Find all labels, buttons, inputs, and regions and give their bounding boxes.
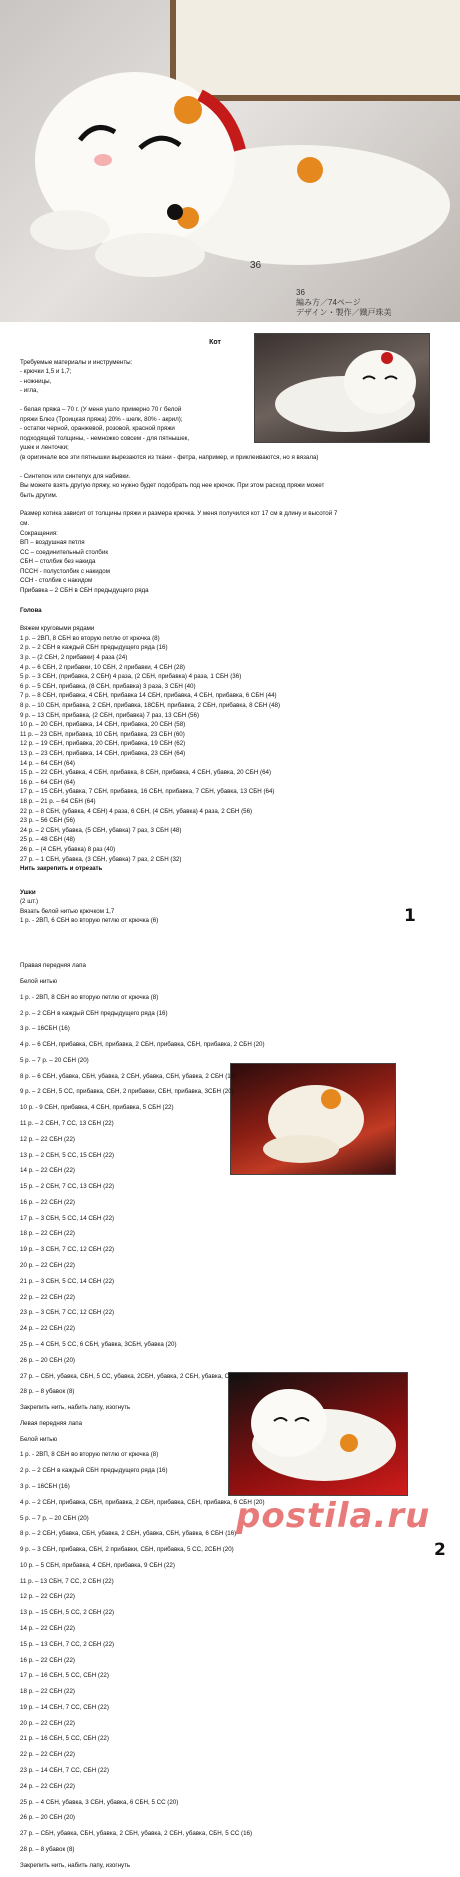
list-item: 2 р. – 2 СБН в каждый СБН предыдущего ряда (16) <box>20 1009 168 1017</box>
list-item: 3 р. – 16СБН (16) <box>20 1482 70 1490</box>
page-marker-1: 1 <box>404 906 416 926</box>
pattern-page-2: Правая передняя лапа Белой нитью 1 р. - 2ВП, 8 СБН во вторую петлю от крючка (8) 2 р. – 2 СБН в каждый СБН предыдущего ряда (16) 3 р. – 16СБН (16) 4 р. – 6 СБН, прибавка, СБН, прибавка, 2 СБН, прибавка, СБН, прибавка, 2 СБН (20) 5 р. – 7 р. – 20 СБН (20) 8 р. – 6 СБН, убавка, СБН, убавка, 2 СБН, убавка, СБН, убавка, 2 СБН (16) 9 р. – 2 СБН, 5 СС, прибавка, СБН, 2 прибавки, СБН, прибавка, 3СБН (20) 10 р. - 9 СБН, прибавка, 4 СБН, прибавка, 5 СБН (22) 11 р. – 2 СБН, 7 СС, 13 СБН (22) 12 р. – 22 СБН (22) 13 р. – 2 СБН, 5 СС, 15 СБН (22) 14 р. – 22 СБН (22) 15 р. – 2 СБН, 7 СС, 13 СБН (22) 16 р. – 22 СБН (22) 17 р. – 3 СБН, 5 СС, 14 СБН (22) 18 р. – 22 СБН (22) 19 р. – 3 СБН, 7 СС, 12 СБН (22) 20 р. – 22 СБН (22) 21 р. – 3 СБН, 5 СС, 14 СБН (22) 22 р. – 22 СБН (22) 23 р. – 3 СБН, 7 СС, 12 СБН (22) 24 р. – 22 СБН (22) 25 р. – 4 СБН, 5 СС, 6 СБН, убавка, 3СБН, убавка (20) 26 р. – 20 СБН (20) 27 р. – СБН, убавка, СБН, 5 СС, убавка, 2СБН, убавка, 2 СБН, убавка, СБН (16) 28 р. – 8 убавок (8) Закрепить нить, набить лапу, изогнуть Левая передняя лапа Белой нитью 1 р. - 2ВП, 8 СБН во вторую петлю от крючка (8) 2 р. – 2 СБН в каждый СБН предыдущего ряда (16) 3 р. – 16СБН (16) 4 р. – 2 СБН, прибавка, СБН, прибавка, 2 СБН, прибавка, СБН, прибавка, 6 СБН (20) 5 р. – 7 р. – 20 СБН (20) 8 р. – 2 СБН, убавка, СБН, убавка, 2 СБН, убавка, СБН, убавка, 6 СБН (16) 9 р. – 3 СБН, прибавка, СБН, 2 прибавки, СБН, прибавка, 5 СС, 2СБН (20) 10 р. – 5 СБН, прибавка, 4 СБН, прибавка, 9 СБН (22) 11 р. – 13 СБН, 7 СС, 2 СБН (22) 12 р. – 22 СБН (22) 13 р. – 15 СБН, 5 СС, 2 СБН (22) 14 р. – 22 СБН (22) 15 р. – 13 СБН, 7 СС, 2 СБН (22) 16 р. – 22 СБН (22) 17 р. – 16 СБН, 5 СС, СБН (22) 18 р. – 22 СБН (22) 19 р. – 14 СБН, 7 СС, СБН (22) 20 р. – 22 СБН (22) 21 р. – 16 СБН, 5 СС, СБН (22) 22 р. – 22 СБН (22) 23 р. – 14 СБН, 7 СС, СБН (22) 24 р. – 22 СБН (22) 25 р. – 4 СБН, убавка, 3 СБН, убавка, 6 СБН, 5 СС (20) 26 р. – 20 СБН (20) 27 р. – СБН, убавка, СБН, убавка, 2 СБН, убавка, 2 СБН, убавка, СБН, 5 СС (16) 28 р. – 8 убавок (8) Закрепить нить, набить лапу, изогнуть <box>20 955 430 1877</box>
list-item: 23 р. – 56 СБН (56) <box>20 817 75 825</box>
list-item: 9 р. – 3 СБН, прибавка, СБН, 2 прибавки, СБН, прибавка, 5 СС, 2СБН (20) <box>20 1546 234 1554</box>
list-item: 15 р. – 22 СБН, убавка, 4 СБН, прибавка, 8 СБН, прибавка, 4 СБН, убавка, 20 СБН (64) <box>20 769 272 777</box>
list-item: 22 р. – 22 СБН (22) <box>20 1751 75 1759</box>
list-item: 24 р. – 22 СБН (22) <box>20 1782 75 1790</box>
list-item: 13 р. – 15 СБН, 5 СС, 2 СБН (22) <box>20 1609 115 1617</box>
list-item: 18 р. – 22 СБН (22) <box>20 1688 75 1696</box>
list-item: 9 р. – 2 СБН, 5 СС, прибавка, СБН, 2 прибавки, СБН, прибавка, 3СБН (20) <box>20 1088 234 1096</box>
list-item: 16 р. – 22 СБН (22) <box>20 1656 75 1664</box>
list-item: 25 р. – 4 СБН, убавка, 3 СБН, убавка, 6 СБН, 5 СС (20) <box>20 1798 179 1806</box>
watermark: postila.ru <box>236 1496 431 1536</box>
page-title: Кот <box>209 339 221 346</box>
list-item: Закрепить нить, набить лапу, изогнуть <box>20 1861 131 1869</box>
list-item: 22 р. – 22 СБН (22) <box>20 1293 75 1301</box>
list-item: 10 р. - 9 СБН, прибавка, 4 СБН, прибавка, 5 СБН (22) <box>20 1104 174 1112</box>
materials-block: Требуемые материалы и инструменты: - крючки 1,5 и 1,7; - ножницы, - игла, - белая пряжа – 70 г. (У меня ушло примерно 70 г белой пряжи Блюз (Троицкая пряжа) 20% - шелк, 80% - акрил); - остатки черной, оранжевой, розовой, красной пряжи подходящей толщины, - немножко совсем - для пятнышек, ушек и ленточки; <box>20 358 190 452</box>
list-item: 18 р. – 22 СБН (22) <box>20 1230 75 1238</box>
list-item: 27 р. – СБН, убавка, СБН, 5 СС, убавка, 2СБН, убавка, 2 СБН, убавка, СБН (16) <box>20 1372 251 1380</box>
list-item: 5 р. – 3 СБН, (прибавка, 2 СБН) 4 раза, (2 СБН, прибавка) 4 раза, 1 СБН (36) <box>20 673 242 681</box>
list-item: 24 р. – 2 СБН, убавка, (5 СБН, убавка) 7 раз, 3 СБН (48) <box>20 826 182 834</box>
list-item: 16 р. – 64 СБН (64) <box>20 778 75 786</box>
list-item: 25 р. – 48 СБН (48) <box>20 836 75 844</box>
list-item: 23 р. – 14 СБН, 7 СС, СБН (22) <box>20 1767 109 1775</box>
list-item: 19 р. – 14 СБН, 7 СС, СБН (22) <box>20 1703 109 1711</box>
list-item: 4 р. – 6 СБН, 2 прибавки, 10 СБН, 2 прибавки, 4 СБН (28) <box>20 663 185 671</box>
list-item: 7 р. – 8 СБН, прибавка, 4 СБН, прибавка 14 СБН, прибавка, 4 СБН, прибавка, 6 СБН (44) <box>20 692 277 700</box>
list-item: 12 р. – 22 СБН (22) <box>20 1135 75 1143</box>
list-item: 25 р. – 4 СБН, 5 СС, 6 СБН, убавка, 3СБН, убавка (20) <box>20 1340 177 1348</box>
head-rows <box>20 634 430 874</box>
list-item: 23 р. – 3 СБН, 7 СС, 12 СБН (22) <box>20 1309 115 1317</box>
list-item: 21 р. – 16 СБН, 5 СС, СБН (22) <box>20 1735 109 1743</box>
list-item: 26 р. – 20 СБН (20) <box>20 1356 75 1364</box>
list-item: 15 р. – 13 СБН, 7 СС, 2 СБН (22) <box>20 1640 115 1648</box>
list-item: 14 р. – 64 СБН (64) <box>20 759 75 767</box>
list-item: 10 р. – 5 СБН, прибавка, 4 СБН, прибавка, 9 СБН (22) <box>20 1561 175 1569</box>
list-item: 3 р. – 16СБН (16) <box>20 1025 70 1033</box>
list-item: 13 р. – 2 СБН, 5 СС, 15 СБН (22) <box>20 1151 115 1159</box>
list-item: 1 р. - 2ВП, 8 СБН во вторую петлю от крючка (8) <box>20 993 159 1001</box>
list-item: 27 р. – СБН, убавка, СБН, убавка, 2 СБН, убавка, 2 СБН, убавка, СБН, 5 СС (16) <box>20 1830 253 1838</box>
list-item: 2 р. – 2 СБН в каждый СБН предыдущего ряда (16) <box>20 644 168 652</box>
list-item: 10 р. – 20 СБН, прибавка, 14 СБН, прибавка, 20 СБН (58) <box>20 721 186 729</box>
list-item: 5 р. – 7 р. – 20 СБН (20) <box>20 1514 89 1522</box>
list-item: 14 р. – 22 СБН (22) <box>20 1167 75 1175</box>
cat-illustration <box>0 0 460 322</box>
list-item: 9 р. – 13 СБН, прибавка, (2 СБН, прибавка) 7 раз, 13 СБН (56) <box>20 711 200 719</box>
list-item: 1 р. – 2ВП, 8 СБН во вторую петлю от крючка (8) <box>20 634 160 642</box>
list-item: 4 р. – 6 СБН, прибавка, СБН, прибавка, 2 СБН, прибавка, СБН, прибавка, 2 СБН (20) <box>20 1041 265 1049</box>
photo-caption: 36 編み方／74ページ デザイン・製作／鐡戸珠美 <box>296 288 392 317</box>
right-paw-heading: Правая передняя лапа <box>20 962 86 970</box>
list-item: 11 р. – 2 СБН, 7 СС, 13 СБН (22) <box>20 1120 114 1127</box>
list-item: 20 р. – 22 СБН (22) <box>20 1262 75 1270</box>
list-item: 1 р. - 2ВП, 8 СБН во вторую петлю от крючка (8) <box>20 1451 159 1459</box>
list-item: 17 р. – 3 СБН, 5 СС, 14 СБН (22) <box>20 1214 115 1222</box>
list-item: 11 р. – 23 СБН, прибавка, 10 СБН, прибавка, 23 СБН (60) <box>20 730 185 738</box>
list-item: Закрепить нить, набить лапу, изогнуть <box>20 1404 131 1412</box>
list-item: 17 р. – 16 СБН, 5 СС, СБН (22) <box>20 1672 109 1680</box>
left-paw-heading: Левая передняя лапа <box>20 1419 83 1427</box>
list-item: 16 р. – 22 СБН (22) <box>20 1198 75 1206</box>
list-item: 13 р. – 23 СБН, прибавка, 14 СБН, прибавка, 23 СБН (64) <box>20 749 186 757</box>
list-item: 26 р. – (4 СБН, убавка) 8 раз (40) <box>20 845 116 853</box>
list-item: 28 р. – 8 убавок (8) <box>20 1845 75 1853</box>
list-item: 8 р. – 2 СБН, убавка, СБН, убавка, 2 СБН, убавка, СБН, убавка, 6 СБН (16) <box>20 1530 237 1538</box>
list-item: 12 р. – 22 СБН (22) <box>20 1593 75 1601</box>
list-item: 6 р. – 5 СБН, прибавка, (8 СБН, прибавка) 3 раза, 3 СБН (40) <box>20 682 196 690</box>
list-item: 14 р. – 22 СБН (22) <box>20 1625 75 1632</box>
top-photo <box>0 0 460 322</box>
list-item: 8 р. – 10 СБН, прибавка, 2 СБН, прибавка, 18СБН, прибавка, 2 СБН, прибавка, 8 СБН (48) <box>20 702 281 709</box>
page-number: 36 <box>250 260 262 271</box>
list-item: 20 р. – 22 СБН (22) <box>20 1719 75 1727</box>
list-item: 11 р. – 13 СБН, 7 СС, 2 СБН (22) <box>20 1577 114 1585</box>
list-item: 26 р. – 20 СБН (20) <box>20 1814 75 1822</box>
list-item: 28 р. – 8 убавок (8) <box>20 1388 75 1396</box>
list-item: 12 р. – 19 СБН, прибавка, 20 СБН, прибавка, 19 СБН (62) <box>20 740 186 748</box>
list-item: 8 р. – 6 СБН, убавка, СБН, убавка, 2 СБН, убавка, СБН, убавка, 2 СБН (16) <box>20 1072 237 1080</box>
list-item: 18 р. – 21 р. – 64 СБН (64) <box>20 797 96 805</box>
list-item: 19 р. – 3 СБН, 7 СС, 12 СБН (22) <box>20 1246 115 1254</box>
ears-heading: Ушки <box>20 888 36 896</box>
list-item: 27 р. – 1 СБН, убавка, (3 СБН, убавка) 7 раз, 2 СБН (32) <box>20 855 182 863</box>
pattern-page-1: Кот Требуемые материалы и инструменты: - крючки 1,5 и 1,7; - ножницы, - игла, - белая пряжа – 70 г. (У меня ушло примерно 70 г белой пряжи Блюз (Троицкая пряжа) 20% - шелк, 80% - акрил); - остатки черной, оранжевой, розовой, красной пряжи подходящей толщины, - немножко совсем - для пятнышек, ушек и ленточки; (в оригинале все эти пятнышки вырезаются из ткани - фетра, например, и приклеиваются, но я вязала) - Синтепон или синтепух для набивки. Вы можете взять другую пряжу, но нужно будет подобрать под нее крючок. При этом расход пряжи может быть другим. Размер котика зависит от толщины пряжи и размера крючка. У меня получился кот 17 см в длину и высотой 7 см. Сокращения: ВП – воздушная петля СС – соединительный столбик СБН – столбик без накида ПССН - полустолбик с накидом ССН - столбик с накидом Прибавка – 2 СБН в СБН предыдущего ряда Голова Вяжем круговыми рядами 1 р. – 2ВП, 8 СБН во вторую петлю от крючка (8) 2 р. – 2 СБН в каждый СБН предыдущего ряда (16) 3 р. – (2 СБН, 2 прибавки) 4 раза (24) 4 р. – 6 СБН, 2 прибавки, 10 СБН, 2 прибавки, 4 СБН (28) 5 р. – 3 СБН, (прибавка, 2 СБН) 4 раза, (2 СБН, прибавка) 4 раза, 1 СБН (36) 6 р. – 5 СБН, прибавка, (8 СБН, прибавка) 3 раза, 3 СБН (40) 7 р. – 8 СБН, прибавка, 4 СБН, прибавка 14 СБН, прибавка, 4 СБН, прибавка, 6 СБН (44) 8 р. – 10 СБН, прибавка, 2 СБН, прибавка, 18СБН, прибавка, 2 СБН, прибавка, 8 СБН (48) 9 р. – 13 СБН, прибавка, (2 СБН, прибавка) 7 раз, 13 СБН (56) 10 р. – 20 СБН, прибавка, 14 СБН, прибавка, 20 СБН (58) 11 р. – 23 СБН, прибавка, 10 СБН, прибавка, 23 СБН (60) 12 р. – 19 СБН, прибавка, 20 СБН, прибавка, 19 СБН (62) 13 р. – 23 СБН, прибавка, 14 СБН, прибавка, 23 СБН (64) 14 р. – 64 СБН (64) 15 р. – 22 СБН, убавка, 4 СБН, прибавка, 8 СБН, прибавка, 4 СБН, убавка, 20 СБН (64) 16 р. – 64 СБН (64) 17 р. – 15 СБН, убавка, 7 СБН, прибавка, 16 СБН, прибавка, 7 СБН, убавка, 13 СБН (64) 18 р. – 21 р. – 64 СБН (64) 22 р. – 8 СБН, (убавка, 4 СБН) 4 раза, 6 СБН, (4 СБН, убавка) 4 раза, 2 СБН (56) 23 р. – 56 СБН (56) 24 р. – 2 СБН, убавка, (5 СБН, убавка) 7 раз, 3 СБН (48) 25 р. – 48 СБН (48) 26 р. – (4 СБН, убавка) 8 раз (40) 27 р. – 1 СБН, убавка, (3 СБН, убавка) 7 раз, 2 СБН (32) Нить закрепить и отрезать Ушки (2 шт.) Вязать белой нитью крючком 1,7 1 р. - 2ВП, 6 СБН во вторую петлю от крючка (6) <box>20 330 430 926</box>
head-heading: Голова <box>20 606 42 614</box>
list-item: 5 р. – 7 р. – 20 СБН (20) <box>20 1056 89 1064</box>
list-item: 2 р. – 2 СБН в каждый СБН предыдущего ряда (16) <box>20 1467 168 1475</box>
page-marker-2: 2 <box>434 1540 446 1560</box>
list-item: 21 р. – 3 СБН, 5 СС, 14 СБН (22) <box>20 1277 115 1285</box>
list-item: Нить закрепить и отрезать <box>20 865 103 873</box>
list-item: 4 р. – 2 СБН, прибавка, СБН, прибавка, 2 СБН, прибавка, СБН, прибавка, 6 СБН (20) <box>20 1498 265 1506</box>
list-item: 15 р. – 2 СБН, 7 СС, 13 СБН (22) <box>20 1183 115 1191</box>
list-item: 22 р. – 8 СБН, (убавка, 4 СБН) 4 раза, 6 СБН, (4 СБН, убавка) 4 раза, 2 СБН (56) <box>20 807 253 815</box>
list-item: 3 р. – (2 СБН, 2 прибавки) 4 раза (24) <box>20 654 128 662</box>
list-item: 17 р. – 15 СБН, убавка, 7 СБН, прибавка, 16 СБН, прибавка, 7 СБН, убавка, 13 СБН (64) <box>20 788 275 796</box>
list-item: 24 р. – 22 СБН (22) <box>20 1325 75 1333</box>
right-paw-rows <box>20 993 430 1413</box>
